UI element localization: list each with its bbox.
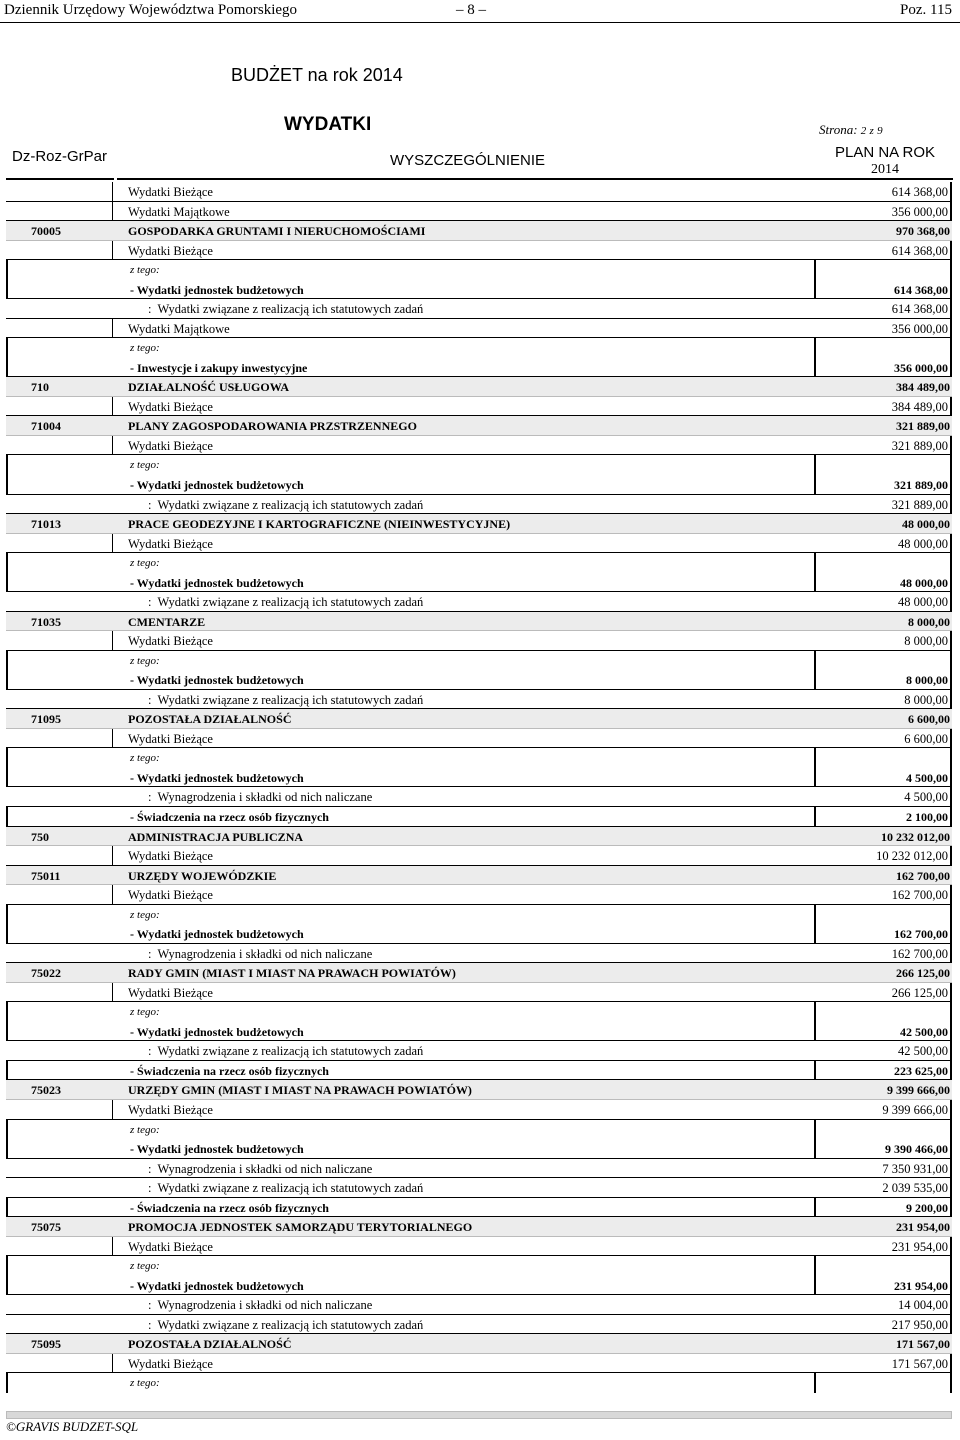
table-row-cat [6,983,952,1003]
row-amount: 162 700,00 [891,946,948,961]
table-row-sec [6,377,952,397]
row-description: Wydatki Bieżące [128,1356,213,1371]
row-amount: 4 500,00 [906,770,948,785]
row-description: z tego: [130,1260,160,1273]
row-amount: 2 100,00 [906,810,948,824]
row-description [148,498,423,513]
row-amount: 384 489,00 [891,399,948,414]
table-row-det [6,1295,952,1315]
table-row-ztego [6,455,952,475]
table-row-sec [6,221,952,241]
table-row-cat [6,846,952,866]
table-row-ztego [6,1120,952,1140]
table-row-cat [6,534,952,554]
row-code: 71004 [31,419,61,434]
row-marker: : [148,1181,152,1196]
page-number: – 8 – [456,2,486,18]
row-description: PROMOCJA JEDNOSTEK SAMORZĄDU TERYTORIALNEGO [128,1220,473,1235]
row-description: Wydatki Bieżące [128,185,213,199]
row-marker: : [148,497,152,512]
table-row-sec [6,866,952,886]
section-title: WYDATKI [284,114,372,135]
row-amount: 614 368,00 [891,302,948,317]
row-amount: 48 000,00 [900,575,948,590]
row-marker: : [148,595,152,610]
row-description: - Wydatki jednostek budżetowych [130,282,304,297]
row-description-text: Wydatki związane z realizacją ich statutowych zadań [157,1317,424,1332]
table-row-ztego [6,905,952,925]
table-row-sub [6,1198,952,1218]
row-amount: 48 000,00 [902,517,950,532]
table-row-det [6,944,952,964]
row-amount: 10 232 012,00 [876,849,948,864]
row-description [148,595,423,610]
row-description: PRACE GEODEZYJNE I KARTOGRAFICZNE (NIEINWESTYCYJNE) [128,517,511,532]
row-description: PLANY ZAGOSPODAROWANIA PRZSTRZENNEGO [128,419,417,434]
row-amount: 231 954,00 [894,1278,948,1293]
row-code: 71013 [31,517,61,532]
row-description: Wydatki Bieżące [128,1102,213,1117]
page-indicator [819,122,883,138]
row-amount: 614 368,00 [894,282,948,297]
row-description: DZIAŁALNOŚĆ USŁUGOWA [128,380,290,395]
row-amount: 266 125,00 [896,966,950,981]
row-description: Wydatki Majątkowe [128,204,230,219]
footer-divider [6,1411,952,1419]
row-description: Wydatki Bieżące [128,985,213,1000]
table-row-sub [6,807,952,827]
row-description: Wydatki Bieżące [128,243,213,258]
row-amount: 2 039 535,00 [882,1181,948,1196]
row-amount: 162 700,00 [894,927,948,942]
row-amount: 8 000,00 [904,692,948,707]
row-description [148,1181,423,1196]
row-amount: 42 500,00 [900,1024,948,1039]
row-amount: 171 567,00 [891,1356,948,1371]
table-row-det [6,495,952,515]
table-row-cat [6,182,952,202]
row-description: z tego: [130,459,160,472]
row-amount: 48 000,00 [898,536,948,551]
table-header [6,146,952,180]
row-description: - Wydatki jednostek budżetowych [130,1142,304,1157]
table-row-sub [6,1022,952,1042]
table-row-sub [6,280,952,300]
row-amount: 223 625,00 [894,1063,948,1078]
row-description: Wydatki Bieżące [128,536,213,551]
row-code: 75022 [31,966,61,981]
row-marker: : [148,1161,152,1176]
row-description: z tego: [130,264,160,277]
row-description: Wydatki Bieżące [128,438,213,453]
table-row-cat [6,1100,952,1120]
row-amount: 356 000,00 [894,360,948,375]
row-amount: 356 000,00 [891,204,948,219]
table-row-cat [6,885,952,905]
page-indicator-total: 9 [877,125,883,137]
row-amount: 8 000,00 [908,614,950,629]
page-indicator-sep: z [869,125,874,137]
table-row-cat [6,436,952,456]
table-row-det [6,1041,952,1061]
row-description-text: Wydatki związane z realizacją ich statutowych zadań [157,1044,424,1059]
table-row-ztego [6,1002,952,1022]
row-description [148,947,372,962]
row-amount: 9 399 666,00 [887,1083,950,1098]
table-row-sub [6,475,952,495]
row-description: RADY GMIN (MIAST I MIAST NA PRAWACH POWIATÓW) [128,966,456,981]
row-amount: 321 889,00 [891,438,948,453]
row-description: Wydatki Bieżące [128,399,213,414]
row-description-text: Wydatki związane z realizacją ich statutowych zadań [157,497,424,512]
table-row-det [6,787,952,807]
table-row-cat [6,729,952,749]
row-marker: : [148,1298,152,1313]
row-marker: : [148,946,152,961]
row-description-text: Wydatki związane z realizacją ich statutowych zadań [157,692,424,707]
row-code: 75011 [31,868,61,883]
table-row-cat [6,631,952,651]
row-marker: : [148,692,152,707]
row-code: 75023 [31,1083,61,1098]
table-row-sub [6,1276,952,1296]
journal-header [0,0,960,23]
row-marker: : [148,790,152,805]
row-code: 710 [31,380,49,395]
table-row-cat [6,319,952,339]
row-description: - Wydatki jednostek budżetowych [130,575,304,590]
row-amount: 9 399 666,00 [882,1102,948,1117]
row-description: POZOSTAŁA DZIAŁALNOŚĆ [128,1337,292,1352]
table-row-sec [6,514,952,534]
row-amount: 231 954,00 [891,1239,948,1254]
row-description: z tego: [130,1123,160,1136]
row-description: z tego: [130,1006,160,1019]
row-description: GOSPODARKA GRUNTAMI I NIERUCHOMOŚCIAMI [128,224,426,239]
table-row-sec [6,827,952,847]
row-description: CMENTARZE [128,614,206,629]
journal-name: Dziennik Urzędowy Województwa Pomorskiego [4,2,298,18]
row-description: Wydatki Bieżące [128,634,213,649]
table-row-ztego [6,338,952,358]
row-amount: 162 700,00 [896,868,950,883]
row-code: 75075 [31,1220,61,1235]
row-amount: 8 000,00 [904,634,948,649]
table-row-det [6,690,952,710]
row-description: - Świadczenia na rzecz osób fizycznych [130,810,329,824]
row-description-text: Wydatki związane z realizacją ich statutowych zadań [157,595,424,610]
row-marker: : [148,302,152,317]
table-row-cat [6,202,952,222]
row-description: z tego: [130,557,160,570]
row-description: - Świadczenia na rzecz osób fizycznych [130,1063,329,1078]
table-row-sec [6,1080,952,1100]
column-header-plan-label: PLAN NA ROK [834,144,936,161]
table-row-sec [6,1217,952,1237]
column-header-description: WYSZCZEGÓLNIENIE [117,146,818,180]
table-row-cat [6,241,952,261]
row-description-text: Wydatki związane z realizacją ich statutowych zadań [157,1181,424,1196]
row-amount: 321 889,00 [896,419,950,434]
row-description: Wydatki Bieżące [128,849,213,864]
footer-copyright: ©GRAVIS BUDZET-SQL [6,1419,139,1434]
row-description: z tego: [130,908,160,921]
row-description: Wydatki Majątkowe [128,321,230,336]
row-description: - Wydatki jednostek budżetowych [130,477,304,492]
row-amount: 321 889,00 [891,497,948,512]
row-description-text: Wynagrodzenia i składki od nich naliczane [157,1161,373,1176]
table-row-cat [6,1354,952,1374]
row-description: Wydatki Bieżące [128,888,213,903]
table-row-sec [6,416,952,436]
row-description: - Inwestycje i zakupy inwestycyjne [130,360,308,375]
row-amount: 6 600,00 [908,712,950,727]
page-indicator-label: Strona: [819,122,858,137]
row-description [148,1318,423,1333]
table-row-det [6,1159,952,1179]
budget-table [6,182,952,1393]
row-description: z tego: [130,752,160,765]
row-marker: : [148,1044,152,1059]
row-amount: 48 000,00 [898,595,948,610]
row-description: - Wydatki jednostek budżetowych [130,770,304,785]
row-description [148,302,423,317]
table-row-det [6,1178,952,1198]
table-row-ztego [6,260,952,280]
row-amount: 9 390 466,00 [885,1142,948,1157]
row-code: 75095 [31,1337,61,1352]
row-code: 750 [31,829,49,844]
row-amount: 6 600,00 [904,731,948,746]
table-row-sub [6,573,952,593]
row-code: 71095 [31,712,61,727]
table-row-sub [6,670,952,690]
row-description-text: Wynagrodzenia i składki od nich naliczane [157,1298,373,1313]
row-amount: 266 125,00 [891,985,948,1000]
table-row-sec [6,1334,952,1354]
column-header-plan [817,144,953,180]
table-row-det [6,1315,952,1335]
row-description [148,790,372,805]
table-row-ztego [6,1256,952,1276]
row-amount: 14 004,00 [898,1298,948,1313]
row-amount: 970 368,00 [896,224,950,239]
row-description: - Wydatki jednostek budżetowych [130,1024,304,1039]
row-description: Wydatki Bieżące [128,731,213,746]
table-row-sub [6,358,952,378]
row-description [148,693,423,708]
row-description: ADMINISTRACJA PUBLICZNA [128,829,304,844]
row-amount: 7 350 931,00 [882,1161,948,1176]
row-amount: 321 889,00 [894,477,948,492]
row-amount: 4 500,00 [904,790,948,805]
table-row-sub [6,924,952,944]
row-description: Wydatki Bieżące [128,1239,213,1254]
table-row-det [6,299,952,319]
row-amount: 356 000,00 [891,321,948,336]
table-row-cat [6,1237,952,1257]
budget-title: BUDŻET na rok 2014 [231,65,403,85]
row-description: z tego: [130,1377,160,1390]
table-row-sub [6,768,952,788]
row-description-text: Wydatki związane z realizacją ich statutowych zadań [157,302,424,317]
row-description: - Wydatki jednostek budżetowych [130,1278,304,1293]
row-description [148,1162,372,1177]
row-amount: 42 500,00 [898,1044,948,1059]
table-row-ztego [6,748,952,768]
row-amount: 217 950,00 [891,1317,948,1332]
column-header-plan-year: 2014 [871,162,899,177]
table-row-sub [6,1139,952,1159]
row-description: - Świadczenia na rzecz osób fizycznych [130,1200,329,1215]
row-amount: 8 000,00 [906,673,948,688]
row-amount: 9 200,00 [906,1200,948,1215]
table-row-sec [6,709,952,729]
row-description: URZĘDY GMIN (MIAST I MIAST NA PRAWACH POWIATÓW) [128,1083,472,1098]
table-row-sec [6,612,952,632]
table-row-cat [6,397,952,417]
row-description [148,1298,372,1313]
row-description [148,1044,423,1059]
row-amount: 384 489,00 [896,380,950,395]
table-row-ztego [6,553,952,573]
row-description: URZĘDY WOJEWÓDZKIE [128,868,277,883]
row-description-text: Wynagrodzenia i składki od nich naliczane [157,790,373,805]
column-header-code: Dz-Roz-GrPar [6,146,114,180]
row-amount: 162 700,00 [891,888,948,903]
row-amount: 10 232 012,00 [881,829,950,844]
row-description: - Wydatki jednostek budżetowych [130,927,304,942]
row-description-text: Wynagrodzenia i składki od nich naliczane [157,946,373,961]
row-description: - Wydatki jednostek budżetowych [130,673,304,688]
row-description: z tego: [130,342,160,355]
row-code: 71035 [31,614,61,629]
row-amount: 614 368,00 [891,185,948,199]
row-amount: 171 567,00 [896,1337,950,1352]
row-amount: 614 368,00 [891,243,948,258]
row-code: 70005 [31,224,61,239]
row-description: z tego: [130,654,160,667]
row-amount: 231 954,00 [896,1220,950,1235]
page-indicator-current: 2 [860,125,867,137]
table-row-ztego [6,1373,952,1393]
row-marker: : [148,1317,152,1332]
table-row-det [6,592,952,612]
position-number: Poz. 115 [900,2,952,18]
row-description: POZOSTAŁA DZIAŁALNOŚĆ [128,712,292,727]
table-row-sec [6,963,952,983]
table-row-ztego [6,651,952,671]
table-row-sub [6,1061,952,1081]
